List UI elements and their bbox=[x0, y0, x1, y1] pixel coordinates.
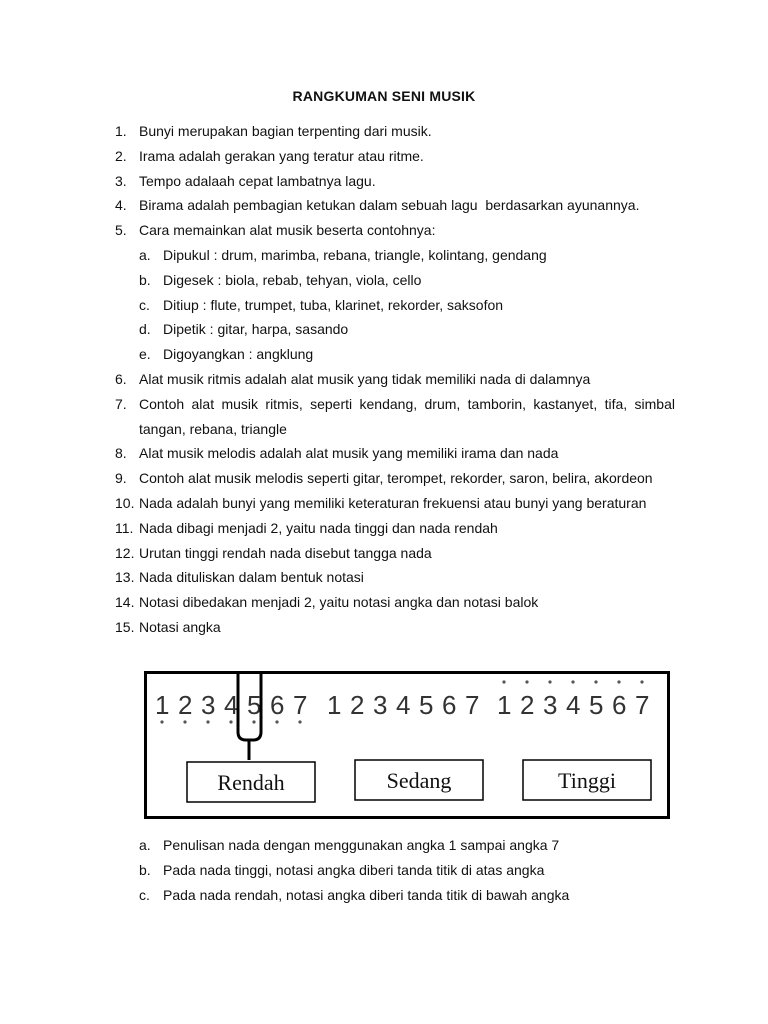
low-digit: 1 bbox=[155, 690, 170, 720]
sub-list-item bbox=[115, 883, 675, 908]
list-text: Urutan tinggi rendah nada disebut tangga nada bbox=[139, 544, 432, 561]
mid-label: Sedang bbox=[386, 768, 452, 793]
list-text: Tempo adalaah cepat lambatnya lagu. bbox=[139, 172, 376, 189]
mid-digit: 3 bbox=[373, 690, 388, 720]
sub-letter: b. bbox=[139, 861, 151, 878]
sub-text: Dipukul : drum, marimba, rebana, triangle, kolintang, gendang bbox=[163, 246, 547, 263]
list-item bbox=[115, 590, 675, 615]
low-digit: 7 bbox=[293, 690, 308, 720]
list-text: Contoh alat musik melodis seperti gitar, terompet, rekorder, saron, belira, akordeon bbox=[139, 470, 653, 487]
sub-text: Digoyangkan : angklung bbox=[163, 346, 314, 363]
list-item bbox=[115, 441, 675, 466]
list-item bbox=[115, 392, 675, 442]
list-text: Notasi dibedakan menjadi 2, yaitu notasi angka dan notasi balok bbox=[139, 594, 539, 611]
list-item bbox=[115, 565, 675, 590]
list-number: 4. bbox=[115, 197, 127, 214]
list-number: 10. bbox=[115, 494, 135, 511]
list-number: 3. bbox=[115, 172, 127, 189]
sub-list-item bbox=[115, 243, 675, 268]
mid-digit: 6 bbox=[442, 690, 457, 720]
sub-list-item bbox=[115, 833, 675, 858]
list-number: 2. bbox=[115, 147, 127, 164]
list-number: 7. bbox=[115, 395, 127, 412]
list-text: Cara memainkan alat musik beserta contohnya: bbox=[139, 222, 436, 239]
list-text: Nada dituliskan dalam bentuk notasi bbox=[139, 569, 364, 586]
list-text: Irama adalah gerakan yang teratur atau ritme. bbox=[139, 147, 424, 164]
mid-digit: 2 bbox=[350, 690, 365, 720]
sub-list-item bbox=[115, 317, 675, 342]
list-text: Alat musik ritmis adalah alat musik yang tidak memiliki nada di dalamnya bbox=[139, 370, 591, 387]
summary-list bbox=[115, 119, 675, 640]
low-label: Rendah bbox=[217, 770, 285, 795]
low-dots bbox=[160, 720, 301, 723]
notation-figure bbox=[144, 671, 670, 819]
list-item bbox=[115, 119, 675, 144]
high-digit: 1 bbox=[497, 690, 512, 720]
list-number: 13. bbox=[115, 569, 135, 586]
list-number: 5. bbox=[115, 222, 127, 239]
sub-text: Penulisan nada dengan menggunakan angka 1 sampai angka 7 bbox=[163, 837, 560, 853]
high-digit: 6 bbox=[612, 690, 627, 720]
high-dots bbox=[502, 680, 643, 683]
list-text: Bunyi merupakan bagian terpenting dari musik. bbox=[139, 123, 432, 139]
list-number: 11. bbox=[115, 519, 134, 536]
list-number: 1. bbox=[115, 123, 127, 139]
list-item bbox=[115, 516, 675, 541]
list-item bbox=[115, 218, 675, 243]
high-digit: 3 bbox=[543, 690, 558, 720]
notation-notes-list bbox=[115, 833, 675, 907]
sub-letter: c. bbox=[139, 886, 150, 903]
sub-text: Pada nada rendah, notasi angka diberi tanda titik di bawah angka bbox=[163, 886, 570, 903]
sub-text: Dipetik : gitar, harpa, sasando bbox=[163, 321, 349, 338]
list-item bbox=[115, 367, 675, 392]
sub-letter: d. bbox=[139, 321, 151, 338]
list-text: Contoh alat musik ritmis, seperti kendang, drum, tamborin, kastanyet, tifa, simbal tangan, rebana, triangle bbox=[139, 395, 675, 437]
mid-digit: 1 bbox=[327, 690, 342, 720]
notation-diagram bbox=[147, 674, 667, 816]
list-item bbox=[115, 193, 675, 218]
low-digit: 5 bbox=[247, 690, 262, 720]
sub-letter: b. bbox=[139, 271, 151, 288]
high-digit: 2 bbox=[520, 690, 535, 720]
list-item bbox=[115, 615, 675, 640]
list-text: Nada adalah bunyi yang memiliki keteraturan frekuensi atau bunyi yang beraturan bbox=[139, 494, 647, 511]
sub-letter: c. bbox=[139, 296, 150, 313]
sub-text: Pada nada tinggi, notasi angka diberi tanda titik di atas angka bbox=[163, 861, 545, 878]
list-number: 15. bbox=[115, 618, 135, 635]
list-item bbox=[115, 169, 675, 194]
sub-list-item bbox=[115, 342, 675, 367]
low-digit: 3 bbox=[201, 690, 216, 720]
sub-letter: e. bbox=[139, 346, 151, 363]
low-digit: 2 bbox=[178, 690, 193, 720]
high-digit: 7 bbox=[635, 690, 650, 720]
sub-text: Digesek : biola, rebab, tehyan, viola, cello bbox=[163, 271, 422, 288]
high-label: Tinggi bbox=[558, 768, 616, 793]
sub-letter: a. bbox=[139, 837, 151, 853]
low-digit: 4 bbox=[224, 690, 239, 720]
sub-letter: a. bbox=[139, 246, 151, 263]
high-digit: 5 bbox=[589, 690, 604, 720]
page-title: RANGKUMAN SENI MUSIK bbox=[292, 88, 476, 104]
list-number: 14. bbox=[115, 594, 135, 611]
low-digit: 6 bbox=[270, 690, 285, 720]
list-item bbox=[115, 466, 675, 491]
mid-digit: 5 bbox=[419, 690, 434, 720]
high-digit: 4 bbox=[566, 690, 581, 720]
list-number: 12. bbox=[115, 544, 135, 561]
list-item bbox=[115, 491, 675, 516]
list-item bbox=[115, 144, 675, 169]
mid-digit: 7 bbox=[465, 690, 480, 720]
sub-text: Ditiup : flute, trumpet, tuba, klarinet, rekorder, saksofon bbox=[163, 296, 504, 313]
mid-digit: 4 bbox=[396, 690, 411, 720]
list-number: 8. bbox=[115, 445, 127, 462]
list-number: 9. bbox=[115, 470, 127, 487]
list-text: Notasi angka bbox=[139, 618, 221, 635]
list-number: 6. bbox=[115, 370, 127, 387]
sub-list-item bbox=[115, 268, 675, 293]
list-text: Alat musik melodis adalah alat musik yang memiliki irama dan nada bbox=[139, 445, 559, 462]
list-text: Nada dibagi menjadi 2, yaitu nada tinggi dan nada rendah bbox=[139, 519, 498, 536]
list-text: Birama adalah pembagian ketukan dalam sebuah lagu berdasarkan ayunannya. bbox=[139, 197, 640, 214]
sub-list-item bbox=[115, 858, 675, 883]
list-item bbox=[115, 541, 675, 566]
sub-list-item bbox=[115, 293, 675, 318]
